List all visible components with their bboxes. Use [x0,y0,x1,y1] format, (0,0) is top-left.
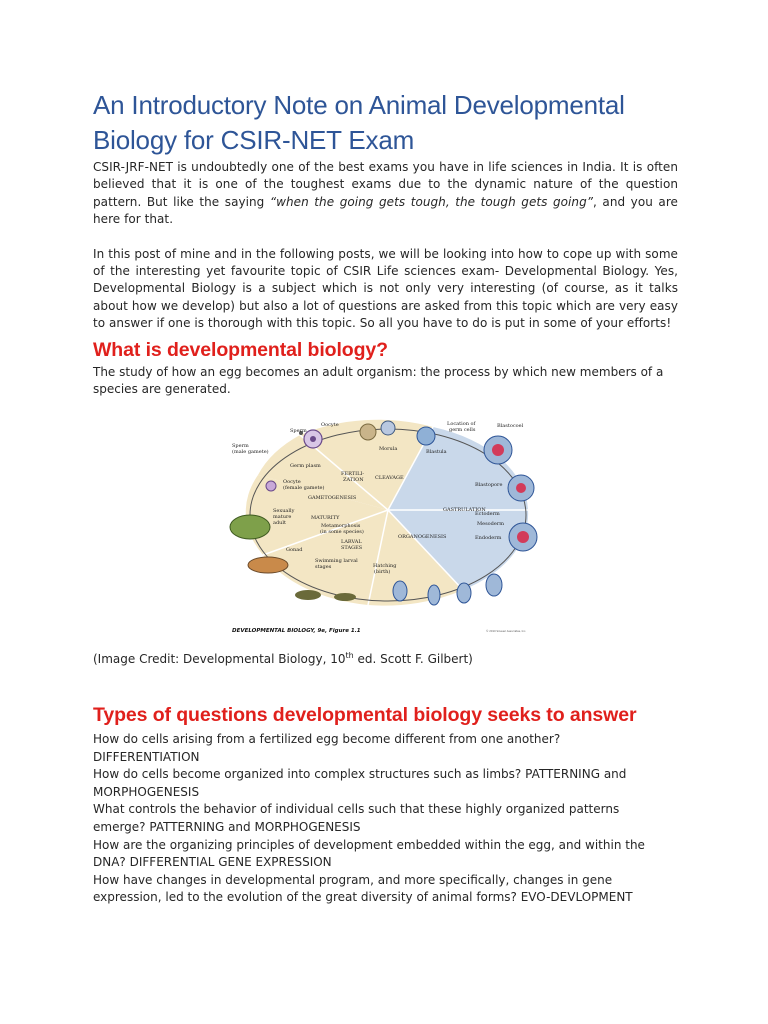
tadpole-3 [248,557,288,573]
tailbud-2 [393,581,407,601]
neurula-2 [457,583,471,603]
label-sexually2: mature [273,514,292,520]
list-item: How do cells arising from a fertilized egg become different from one another? [93,732,561,746]
label-organogenesis: ORGANOGENESIS [398,534,447,540]
label-blastocoel: Blastocoel [497,423,524,429]
label-morula: Morula [379,446,398,452]
label-germ-plasm: Germ plasm [290,463,321,469]
label-oocyte: Oocyte [321,422,339,428]
list-item: MORPHOGENESIS [93,784,200,799]
label-swimming: Swimming larval [315,558,358,564]
label-gametogenesis: GAMETOGENESIS [308,495,357,501]
credit-sup: th [345,651,354,660]
list-item: expression, led to the evolution of the great diversity of animal forms? EVO-DEVLOPMENT [93,890,633,905]
label-swimming2: stages [315,564,332,570]
label-mesoderm: Mesoderm [477,521,504,527]
section-heading-what-is: What is developmental biology? [93,338,388,361]
label-sexually: Sexually [273,508,295,514]
definition-text: The study of how an egg becomes an adult organism: the process by which new members of a species are generated. [93,364,664,397]
intro-text: CSIR-JRF-NET is undoubtedly one of the best exams you have in life sciences in India. It is often believed that it is one of the toughest exams due to the dynamic nature of the question pattern. But like the saying [93,160,678,209]
list-item: How are the organizing principles of development embedded within the egg, and within the [93,837,645,852]
oocyte-small [266,481,276,491]
label-blastula: Blastula [426,449,447,455]
label-ectoderm: Ectoderm [475,511,500,517]
article-body [93,88,678,399]
label-blastopore: Blastopore [475,482,503,488]
frog-adult [230,515,270,539]
label-metamorphosis2: (in some species) [320,529,364,535]
section-heading-types: Types of questions developmental biology seeks to answer [93,704,637,726]
list-item: DIFFERENTIATION [93,749,200,764]
list-item: emerge? PATTERNING and MORPHOGENESIS [93,819,361,834]
intro-paragraph [93,159,678,229]
label-endoderm: Endoderm [475,535,502,541]
label-fertilization: FERTILI- [341,471,365,477]
list-item: DNA? DIFFERENTIAL GENE EXPRESSION [93,855,332,870]
credit-tail: ed. Scott F. Gilbert) [353,652,473,666]
label-location-germ: Location of [447,421,476,427]
label-sperm: Sperm [290,428,307,434]
early-cell [381,421,395,435]
label-larval2: STAGES [341,545,363,551]
blastula-cell [417,427,435,445]
tadpole-2 [295,590,321,600]
list-item: What controls the behavior of individual cells such that these highly organized patterns [93,802,620,817]
tailbud-1 [428,585,440,605]
morula-cell [360,424,376,440]
neurula-1 [486,574,502,596]
questions-section [93,703,678,907]
label-hatching2: (birth) [374,569,391,575]
image-credit [93,651,473,666]
label-fertilization2: ZATION [343,477,364,483]
intro-quote: “when the going gets tough, the tough gets going” [269,194,594,209]
questions-list [93,731,678,907]
label-oocyte-female: Oocyte [283,479,301,485]
label-cleavage: CLEAVAGE [375,475,404,481]
list-item: How have changes in developmental program, and more specifically, changes in gene [93,872,613,887]
paragraph-2: In this post of mine and in the following posts, we will be looking into how to cope up with some of the interesting yet favourite topic of CSIR Life sciences exam- Developmental Biology. Yes, Developmental Biology is a subject which is not only very interesting (of course, as it talks about how we develop) but also a lot of questions are asked from this topic which are very easy to answer if one is thorough with this topic. So all you have to do is put in some of your efforts! [93,246,678,331]
figure-copyright: © 2010 Sinauer Associates, Inc. [486,630,527,633]
credit-text: (Image Credit: Developmental Biology, 10 [93,652,346,666]
label-oocyte-female2: (female gamete) [283,485,325,491]
label-hatching: Hatching [373,563,397,569]
label-gastrulation: GASTRULATION [443,507,486,513]
label-metamorphosis: Metamorphosis [321,523,361,529]
page-title: An Introductory Note on Animal Developmental Biology for CSIR-NET Exam [93,90,625,155]
figure-caption: DEVELOPMENTAL BIOLOGY, 9e, Figure 1.1 [232,628,361,634]
intro-tail: , and you are here for that. [93,194,678,227]
tadpole-1 [334,593,356,601]
life-cycle-figure [228,415,540,637]
label-sperm-male: Sperm [232,443,249,449]
list-item: How do cells become organized into complex structures such as limbs? PATTERNING and [93,767,627,782]
label-maturity: MATURITY [311,515,340,521]
label-sperm-male2: (male gamete) [232,449,269,455]
label-sexually3: adult [273,520,287,526]
label-gonad: Gonad [286,547,303,553]
label-larval: LARVAL [341,539,362,545]
label-location-germ2: germ cells [449,427,476,433]
